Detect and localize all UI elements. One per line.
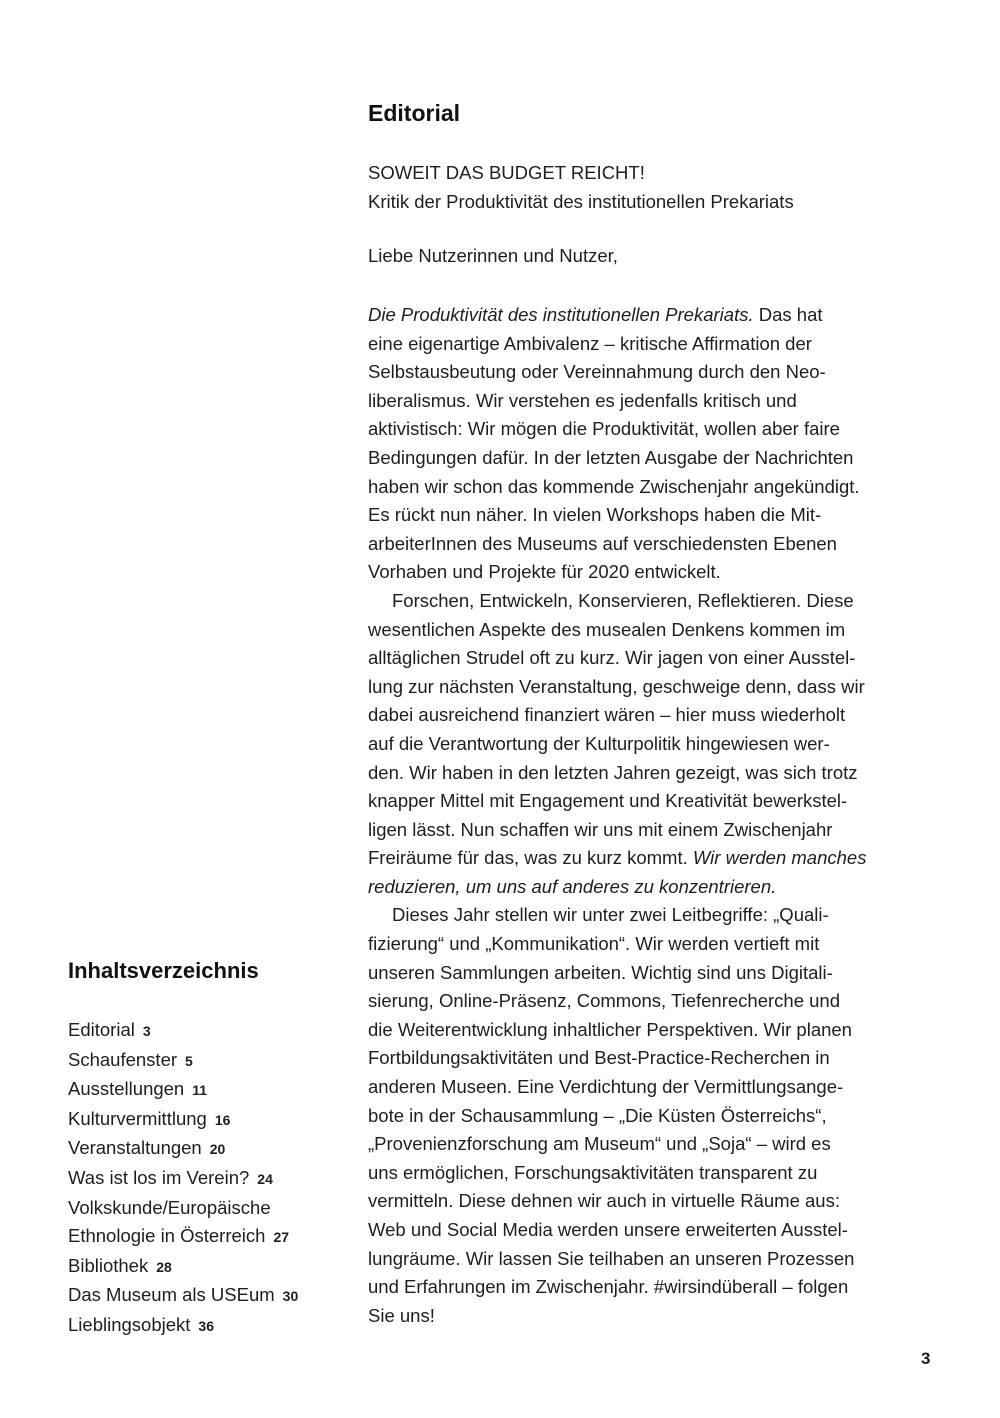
body-text: vermitteln. Diese dehnen wir auch in virtuelle Räume aus: bbox=[368, 1190, 840, 1212]
body-line bbox=[368, 1245, 866, 1274]
body-text: auf die Verantwortung der Kulturpolitik hingewiesen wer- bbox=[368, 732, 830, 754]
italic-text: Die Produktivität des institutionellen Prekariats. bbox=[368, 304, 754, 325]
body-line bbox=[368, 1187, 866, 1216]
body-line bbox=[368, 301, 866, 330]
body-line bbox=[368, 1159, 866, 1188]
toc-item-label: Das Museum als USEum bbox=[68, 1284, 275, 1306]
body-text: den. Wir haben in den letzten Jahren gezeigt, was sich trotz bbox=[368, 761, 858, 783]
toc-item[interactable] bbox=[68, 1252, 298, 1282]
greeting: Liebe Nutzerinnen und Nutzer, bbox=[368, 245, 618, 266]
toc-item-label: Kulturvermittlung bbox=[68, 1107, 207, 1129]
toc-item-label: Ethnologie in Österreich bbox=[68, 1225, 266, 1247]
toc-item-label: Was ist los im Verein? bbox=[68, 1166, 250, 1188]
body-text: knapper Mittel mit Engagement und Kreativität bewerkstel- bbox=[368, 790, 848, 812]
body-line bbox=[368, 1130, 866, 1159]
body-text: aktivistisch: Wir mögen die Produktivität, wollen aber faire bbox=[368, 418, 840, 440]
body-line bbox=[368, 616, 866, 645]
toc-item-page: 28 bbox=[156, 1258, 172, 1275]
body-text: Fortbildungsaktivitäten und Best-Practice-Recherchen in bbox=[368, 1047, 830, 1069]
page-number: 3 bbox=[921, 1349, 931, 1368]
body-line bbox=[368, 1044, 866, 1073]
table-of-contents bbox=[68, 1016, 298, 1341]
subtitle-line: Kritik der Produktivität des institutionellen Prekariats bbox=[368, 191, 794, 212]
body-text: anderen Museen. Eine Verdichtung der Vermittlungsange- bbox=[368, 1076, 844, 1098]
toc-item[interactable] bbox=[68, 1194, 298, 1223]
body-line bbox=[368, 1302, 866, 1331]
body-text: Vorhaben und Projekte für 2020 entwickelt. bbox=[368, 561, 721, 583]
toc-item-label: Bibliothek bbox=[68, 1254, 149, 1276]
body-text: Dieses Jahr stellen wir unter zwei Leitbegriffe: „Quali- bbox=[392, 904, 829, 926]
body-text: und Erfahrungen im Zwischenjahr. #wirsindüberall – folgen bbox=[368, 1276, 849, 1298]
body-line bbox=[368, 930, 866, 959]
body-line bbox=[368, 387, 866, 416]
body-text: Web und Social Media werden unsere erweiterten Ausstel- bbox=[368, 1219, 848, 1240]
toc-item-label: Editorial bbox=[68, 1019, 135, 1040]
body-line bbox=[368, 1016, 866, 1045]
toc-item[interactable] bbox=[68, 1281, 298, 1311]
italic-text: Wir werden manches bbox=[692, 847, 867, 869]
body-line bbox=[368, 759, 866, 788]
body-text: „Provenienzforschung am Museum“ und „Soja“ – wird es bbox=[368, 1133, 831, 1155]
toc-item[interactable] bbox=[68, 1105, 298, 1135]
body-text: fizierung“ und „Kommunikation“. Wir werden vertieft mit bbox=[368, 933, 820, 955]
body-text: Das hat bbox=[753, 304, 823, 325]
toc-item-label: Ausstellungen bbox=[68, 1078, 185, 1100]
body-line bbox=[368, 644, 866, 673]
body-line bbox=[368, 730, 866, 759]
body-line bbox=[368, 959, 866, 988]
body-text: Forschen, Entwickeln, Konservieren, Reflektieren. Diese bbox=[392, 589, 854, 611]
body-text: wesentlichen Aspekte des musealen Denkens kommen im bbox=[368, 618, 846, 640]
body-line bbox=[368, 701, 866, 730]
body-text: lungräume. Wir lassen Sie teilhaben an unseren Prozessen bbox=[368, 1247, 855, 1269]
toc-item-page: 3 bbox=[142, 1023, 151, 1039]
body-line bbox=[368, 444, 866, 473]
toc-item-page: 16 bbox=[214, 1111, 231, 1128]
toc-item[interactable] bbox=[68, 1046, 298, 1076]
body-text: Es rückt nun näher. In vielen Workshops haben die Mit- bbox=[368, 504, 822, 526]
editorial-body bbox=[368, 301, 866, 1330]
toc-item-page: 36 bbox=[198, 1317, 214, 1334]
body-text: dabei ausreichend finanziert wären – hier muss wiederholt bbox=[368, 704, 846, 726]
body-text: arbeiterInnen des Museums auf verschiedensten Ebenen bbox=[368, 532, 837, 554]
body-line bbox=[368, 1102, 866, 1131]
toc-item-page: 20 bbox=[209, 1141, 226, 1158]
toc-item[interactable] bbox=[68, 1075, 298, 1105]
body-line bbox=[368, 787, 866, 816]
body-line bbox=[368, 330, 866, 359]
body-line bbox=[368, 816, 866, 845]
editorial-title: Editorial bbox=[368, 100, 461, 126]
body-text: lung zur nächsten Veranstaltung, geschweige denn, dass wir bbox=[368, 675, 865, 697]
body-text: Selbstausbeutung oder Vereinnahmung durch den Neo- bbox=[368, 361, 826, 383]
body-line bbox=[368, 530, 866, 559]
toc-item[interactable] bbox=[68, 1164, 298, 1194]
editorial-subtitle bbox=[368, 158, 794, 216]
body-line bbox=[368, 558, 866, 587]
toc-item-page: 5 bbox=[185, 1052, 193, 1069]
body-line bbox=[368, 1273, 866, 1302]
toc-item[interactable] bbox=[68, 1311, 298, 1341]
italic-text: reduzieren, um uns auf anderes zu konzentrieren. bbox=[368, 875, 777, 897]
toc-item-page: 11 bbox=[192, 1082, 208, 1099]
body-line bbox=[368, 415, 866, 444]
body-line bbox=[368, 358, 866, 387]
body-line bbox=[368, 901, 866, 930]
toc-item[interactable] bbox=[68, 1134, 298, 1164]
toc-item-label: Lieblingsobjekt bbox=[68, 1313, 191, 1335]
toc-title: Inhaltsverzeichnis bbox=[68, 958, 259, 983]
body-line bbox=[368, 501, 866, 530]
body-text: unseren Sammlungen arbeiten. Wichtig sind uns Digitali- bbox=[368, 961, 833, 983]
body-text: haben wir schon das kommende Zwischenjahr angekündigt. bbox=[368, 475, 860, 497]
body-line bbox=[368, 1073, 866, 1102]
body-text: eine eigenartige Ambivalenz – kritische Affirmation der bbox=[368, 332, 812, 354]
body-text: uns ermöglichen, Forschungsaktivitäten transparent zu bbox=[368, 1161, 818, 1183]
body-line bbox=[368, 873, 866, 902]
toc-item-label: Schaufenster bbox=[68, 1048, 178, 1070]
toc-item-label: Veranstaltungen bbox=[68, 1137, 202, 1159]
toc-item-page: 24 bbox=[257, 1170, 273, 1187]
body-text: alltäglichen Strudel oft zu kurz. Wir jagen von einer Ausstel- bbox=[368, 647, 856, 669]
body-line bbox=[368, 587, 866, 616]
body-line bbox=[368, 673, 866, 702]
body-text: ligen lässt. Nun schaffen wir uns mit einem Zwischenjahr bbox=[368, 818, 833, 840]
body-line bbox=[368, 1216, 866, 1245]
subtitle-line: SOWEIT DAS BUDGET REICHT! bbox=[368, 162, 645, 183]
body-text: Bedingungen dafür. In der letzten Ausgabe der Nachrichten bbox=[368, 446, 854, 468]
body-line bbox=[368, 844, 866, 873]
body-text: bote in der Schausammlung – „Die Küsten Österreichs“, bbox=[368, 1104, 827, 1126]
toc-item[interactable] bbox=[68, 1222, 298, 1252]
body-text: Freiräume für das, was zu kurz kommt. bbox=[368, 847, 693, 869]
body-text: liberalismus. Wir verstehen es jedenfalls kritisch und bbox=[368, 389, 797, 411]
body-text: die Weiterentwicklung inhaltlicher Perspektiven. Wir planen bbox=[368, 1018, 852, 1040]
body-line bbox=[368, 987, 866, 1016]
toc-item-page: 27 bbox=[273, 1229, 290, 1246]
body-text: Sie uns! bbox=[368, 1304, 435, 1326]
toc-item-label: Volkskunde/Europäische bbox=[68, 1196, 271, 1218]
toc-item-page: 30 bbox=[282, 1288, 299, 1305]
toc-item[interactable] bbox=[68, 1016, 298, 1046]
body-text: sierung, Online-Präsenz, Commons, Tiefenrecherche und bbox=[368, 990, 840, 1012]
body-line bbox=[368, 473, 866, 502]
